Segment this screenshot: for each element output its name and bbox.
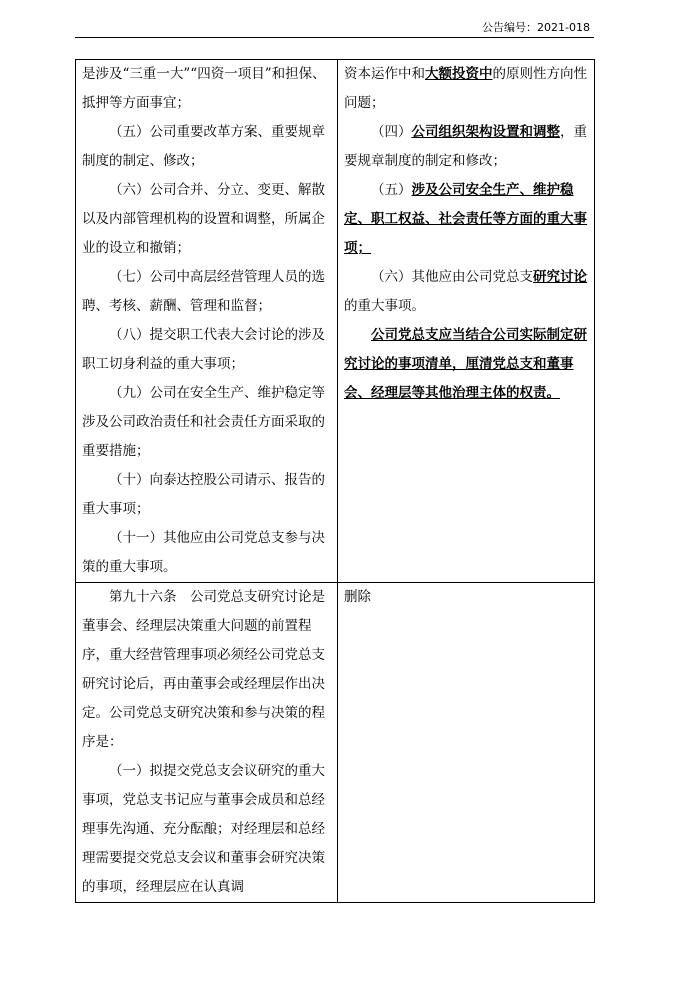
paragraph: （九）公司在安全生产、维护稳定等涉及公司政治责任和社会责任方面采取的重要措施； xyxy=(82,385,325,459)
paragraph: （十）向泰达控股公司请示、报告的重大事项； xyxy=(82,472,325,517)
text-run: 资本运作中和 xyxy=(344,66,425,82)
paragraph xyxy=(344,321,588,408)
revised-text-cell xyxy=(338,60,595,583)
text-run: （四） xyxy=(371,124,412,140)
highlighted-text: 公司党总支应当结合公司实际制定研究讨论的事项清单，厘清党总支和董事会、经理层等其他治理主体的权责。 xyxy=(344,327,587,401)
paragraph: （八）提交职工代表大会讨论的涉及职工切身利益的重大事项； xyxy=(82,327,325,372)
highlighted-text: 大额投资中 xyxy=(425,66,493,82)
paragraph xyxy=(344,60,588,118)
text-run: 的重大事项。 xyxy=(344,298,425,314)
paragraph: 第九十六条 公司党总支研究讨论是董事会、经理层决策重大问题的前置程序，重大经营管理事项必须经公司党总支研究讨论后，再由董事会或经理层作出决定。公司党总支研究决策和参与决策的程序是： xyxy=(82,589,325,750)
highlighted-text: 研究讨论 xyxy=(533,269,587,285)
paragraph: （一）拟提交党总支会议研究的重大事项，党总支书记应与董事会成员和总经理事先沟通、充分酝酿；对经理层和总经理需要提交党总支会议和董事会研究决策的事项，经理层应在认真调 xyxy=(82,763,325,895)
paragraph xyxy=(344,263,588,321)
paragraph: （七）公司中高层经营管理人员的选聘、考核、薪酬、管理和监督； xyxy=(82,269,325,314)
comparison-table xyxy=(75,59,595,903)
text-run: 的原则性方向性问题； xyxy=(344,66,587,111)
table-row xyxy=(76,583,595,903)
text-run: （六）其他应由公司党总支 xyxy=(371,269,533,285)
header-rule xyxy=(75,37,594,38)
paragraph: （十一）其他应由公司党总支参与决策的重大事项。 xyxy=(82,530,325,575)
paragraph xyxy=(344,176,588,263)
highlighted-text: 涉及公司安全生产、维护稳定、职工权益、社会责任等方面的重大事项； xyxy=(344,182,587,256)
paragraph: 是涉及“三重一大”“四资一项目”和担保、抵押等方面事宜； xyxy=(82,66,326,111)
document-number: 公告编号：2021-018 xyxy=(482,21,590,34)
highlighted-text: 公司组织架构设置和调整 xyxy=(411,124,560,140)
original-text-cell xyxy=(76,60,338,583)
table-row xyxy=(76,60,595,583)
paragraph: （五）公司重要改革方案、重要规章制度的制定、修改； xyxy=(82,124,325,169)
original-text-cell xyxy=(76,583,338,903)
paragraph xyxy=(344,118,588,176)
text-run: （五） xyxy=(371,182,412,198)
text-run: ，重要规章制度的制定和修改； xyxy=(344,124,587,169)
paragraph: （六）公司合并、分立、变更、解散以及内部管理机构的设置和调整，所属企业的设立和撤销； xyxy=(82,182,325,256)
deleted-note: 删除 xyxy=(344,589,371,605)
revised-text-cell xyxy=(338,583,595,903)
